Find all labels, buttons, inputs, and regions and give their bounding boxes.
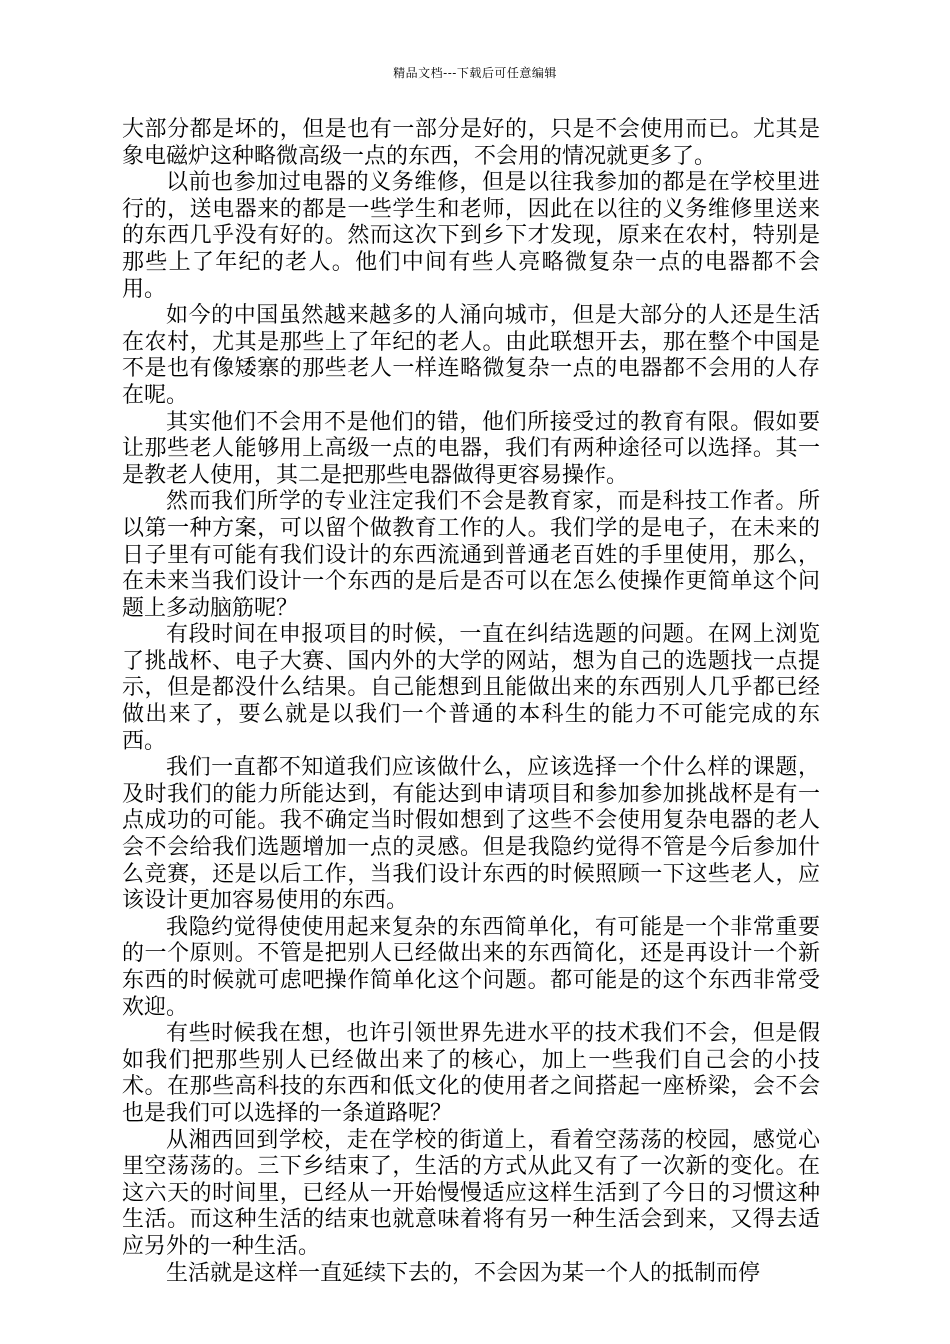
- paragraph-11: 生活就是这样一直延续下去的，不会因为某一个人的抵制而停: [166, 1260, 761, 1286]
- page-header: 精品文档---下载后可任意编辑: [393, 66, 557, 80]
- paragraph-8: 我隐约觉得使使用起来复杂的东西简单化，有可能是一个非常重要的一个原则。不管是把别人已经做出来的东西简化，还是再设计一个新东西的时候就可虑吧操作简单化这个问题。都可能是的这个东西非常受欢迎。: [122, 914, 820, 1020]
- paragraph-6: 有段时间在申报项目的时候，一直在纠结选题的问题。在网上浏览了挑战杯、电子大赛、国内外的大学的网站，想为自己的选题找一点提示，但是都没什么结果。自己能想到且能做出来的东西别人几乎都已经做出来了，要么就是以我们一个普通的本科生的能力不可能完成的东西。: [122, 622, 820, 754]
- body-text: [122, 117, 820, 1287]
- paragraph-1: 大部分都是坏的，但是也有一部分是好的，只是不会使用而已。尤其是象电磁炉这种略微高级一点的东西，不会用的情况就更多了。: [122, 117, 820, 169]
- paragraph-9: 有些时候我在想，也许引领世界先进水平的技术我们不会，但是假如我们把那些别人已经做出来了的核心，加上一些我们自己会的小技术。在那些高科技的东西和低文化的使用者之间搭起一座桥梁，会不会也是我们可以选择的一条道路呢？: [122, 1021, 820, 1126]
- paragraph-3: 如今的中国虽然越来越多的人涌向城市，但是大部分的人还是生活在农村，尤其是那些上了年纪的老人。由此联想开去，那在整个中国是不是也有像矮寨的那些老人一样连略微复杂一点的电器都不会用的人存在呢。: [122, 303, 820, 408]
- paragraph-7: 我们一直都不知道我们应该做什么，应该选择一个什么样的课题，及时我们的能力所能达到，有能达到申请项目和参加参加挑战杯是有一点成功的可能。我不确定当时假如想到了这些不会使用复杂电器的老人会不会给我们选题增加一点的灵感。但是我隐约觉得不管是今后参加什么竞赛，还是以后工作，当我们设计东西的时候照顾一下这些老人，应该设计更加容易使用的东西。: [122, 755, 820, 914]
- paragraph-10: 从湘西回到学校，走在学校的街道上，看着空荡荡的校园，感觉心里空荡荡的。三下乡结束了，生活的方式从此又有了一次新的变化。在这六天的时间里，已经从一开始慢慢适应这样生活到了今日的习惯这种生活。而这种生活的结束也就意味着将有另一种生活会到来，又得去适应另外的一种生活。: [122, 1127, 820, 1259]
- paragraph-2: 以前也参加过电器的义务维修，但是以往我参加的都是在学校里进行的，送电器来的都是一些学生和老师，因此在以往的义务维修里送来的东西几乎没有好的。然而这次下到乡下才发现，原来在农村，特别是那些上了年纪的老人。他们中间有些人亮略微复杂一点的电器都不会用。: [122, 170, 820, 302]
- paragraph-4: 其实他们不会用不是他们的错，他们所接受过的教育有限。假如要让那些老人能够用上高级一点的电器，我们有两种途径可以选择。其一是教老人使用，其二是把那些电器做得更容易操作。: [122, 409, 820, 488]
- paragraph-5: 然而我们所学的专业注定我们不会是教育家，而是科技工作者。所以第一种方案，可以留个做教育工作的人。我们学的是电子，在未来的日子里有可能有我们设计的东西流通到普通老百姓的手里使用，那么，在未来当我们设计一个东西的是后是否可以在怎么使操作更简单这个问题上多动脑筋呢？: [122, 489, 820, 621]
